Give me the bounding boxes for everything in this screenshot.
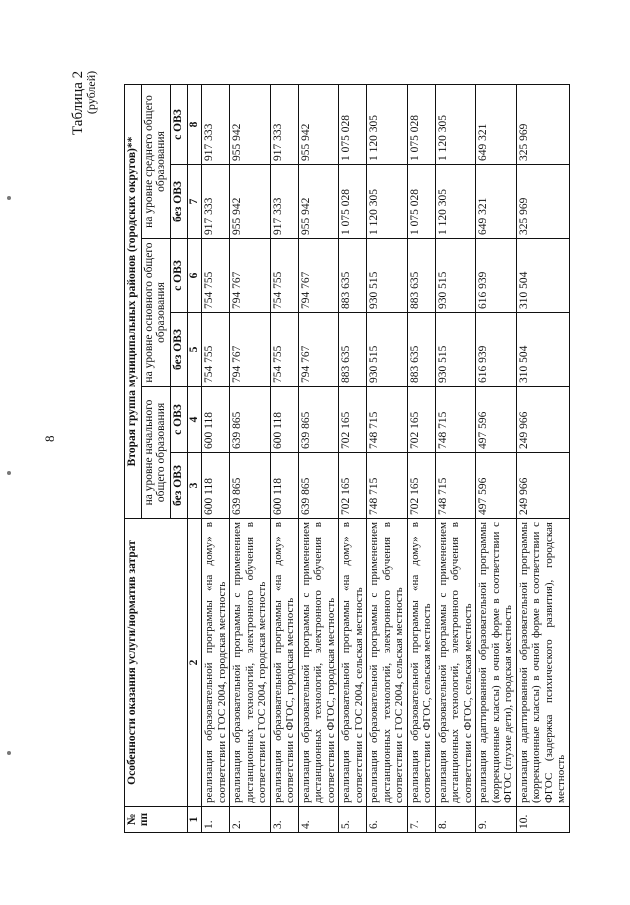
row-number: 1. — [202, 807, 230, 833]
row-number: 4. — [298, 807, 339, 833]
header-group: Вторая группа муниципальных районов (городских округов)** — [125, 84, 142, 518]
table-row — [435, 84, 476, 832]
cost-value: 649 321 — [476, 165, 517, 239]
cost-value: 639 865 — [230, 387, 271, 453]
row-description: реализация образовательной программы «на дому» в соответствии с ФГОС, городская местность — [270, 519, 298, 807]
row-number: 3. — [270, 807, 298, 833]
header-level-basic: на уровне основного общего образования — [142, 239, 171, 387]
column-index: 2 — [188, 519, 202, 807]
cost-value: 310 504 — [516, 239, 569, 313]
row-number: 5. — [339, 807, 367, 833]
row-description: реализация адаптированной образовательной программы (коррекционные классы) в очной форме в соответствии с ФГОС (глухие дети), городская местность — [476, 519, 517, 807]
column-index: 7 — [188, 165, 202, 239]
row-description: реализация образовательной программы с применением дистанционных технологий, электронного обучения в соответствии с ФГОС, городская местность — [298, 519, 339, 807]
cost-value: 600 118 — [270, 387, 298, 453]
cost-value: 748 715 — [367, 453, 408, 519]
cost-value: 497 596 — [476, 453, 517, 519]
table-row — [339, 84, 367, 832]
row-number: 10. — [516, 807, 569, 833]
cost-value: 955 942 — [230, 165, 271, 239]
cost-value: 917 333 — [202, 165, 230, 239]
cost-value: 955 942 — [298, 165, 339, 239]
cost-value: 794 767 — [298, 239, 339, 313]
table-caption-title: Таблица 2 — [70, 70, 86, 135]
table-row — [407, 84, 435, 832]
cost-value: 955 942 — [298, 84, 339, 164]
table-row — [202, 84, 230, 832]
header-sub: без ОВЗ — [171, 453, 188, 519]
cost-value: 748 715 — [367, 387, 408, 453]
cost-value: 1 120 305 — [367, 84, 408, 164]
row-description: реализация образовательной программы с применением дистанционных технологий, электронного обучения в соответствии с ГОС 2004, городская местность — [230, 519, 271, 807]
cost-value: 748 715 — [435, 453, 476, 519]
row-description: реализация образовательной программы с применением дистанционных технологий, электронного обучения в соответствии с ФГОС, сельская местность — [435, 519, 476, 807]
column-index: 1 — [188, 807, 202, 833]
header-no: № пп — [125, 807, 188, 833]
cost-value: 1 120 305 — [367, 165, 408, 239]
cost-value: 930 515 — [367, 239, 408, 313]
cost-value: 754 755 — [202, 239, 230, 313]
cost-value: 917 333 — [270, 84, 298, 164]
cost-value: 930 515 — [367, 313, 408, 387]
cost-value: 748 715 — [435, 387, 476, 453]
row-number: 6. — [367, 807, 408, 833]
cost-value: 600 118 — [202, 453, 230, 519]
row-number: 8. — [435, 807, 476, 833]
header-sub: с ОВЗ — [171, 387, 188, 453]
cost-value: 955 942 — [230, 84, 271, 164]
page-number: 8 — [42, 435, 57, 442]
header-level-primary: на уровне начального общего образования — [142, 387, 171, 519]
row-number: 2. — [230, 807, 271, 833]
cost-value: 616 939 — [476, 239, 517, 313]
header-sub: без ОВЗ — [171, 165, 188, 239]
header-sub: с ОВЗ — [171, 84, 188, 164]
cost-value: 1 120 305 — [435, 165, 476, 239]
table-row — [367, 84, 408, 832]
cost-value: 639 865 — [298, 387, 339, 453]
column-index: 4 — [188, 387, 202, 453]
row-description: реализация образовательной программы «на дому» в соответствии с ФГОС, сельская местность — [407, 519, 435, 807]
cost-value: 325 969 — [516, 84, 569, 164]
table-row — [476, 84, 517, 832]
cost-value: 1 075 028 — [407, 84, 435, 164]
cost-value: 794 767 — [230, 239, 271, 313]
table-row — [298, 84, 339, 832]
column-index: 6 — [188, 239, 202, 313]
row-description: реализация образовательной программы «на дому» в соответствии с ГОС 2004, сельская местность — [339, 519, 367, 807]
cost-value: 616 939 — [476, 313, 517, 387]
cost-value: 497 596 — [476, 387, 517, 453]
cost-value: 600 118 — [202, 387, 230, 453]
cost-value: 1 075 028 — [339, 84, 367, 164]
table-caption-unit: (рублей) — [84, 70, 98, 115]
cost-value: 310 504 — [516, 313, 569, 387]
column-index: 8 — [188, 84, 202, 164]
cost-value: 1 075 028 — [339, 165, 367, 239]
table-row — [230, 84, 271, 832]
row-description: реализация образовательной программы с применением дистанционных технологий, электронного обучения в соответствии с ГОС 2004, сельская местность — [367, 519, 408, 807]
cost-value: 1 120 305 — [435, 84, 476, 164]
row-number: 9. — [476, 807, 517, 833]
cost-value: 702 165 — [339, 453, 367, 519]
cost-value: 883 635 — [339, 239, 367, 313]
cost-value: 702 165 — [339, 387, 367, 453]
cost-value: 754 755 — [202, 313, 230, 387]
cost-value: 930 515 — [435, 239, 476, 313]
cost-value: 883 635 — [407, 239, 435, 313]
column-index: 3 — [188, 453, 202, 519]
cost-value: 639 865 — [298, 453, 339, 519]
cost-value: 649 321 — [476, 84, 517, 164]
cost-value: 702 165 — [407, 453, 435, 519]
cost-value: 702 165 — [407, 387, 435, 453]
cost-value: 600 118 — [270, 453, 298, 519]
column-index: 5 — [188, 313, 202, 387]
cost-value: 639 865 — [230, 453, 271, 519]
cost-value: 917 333 — [202, 84, 230, 164]
cost-value: 883 635 — [339, 313, 367, 387]
cost-value: 754 755 — [270, 239, 298, 313]
cost-value: 794 767 — [298, 313, 339, 387]
table-caption — [72, 71, 98, 135]
cost-norm-table — [124, 84, 570, 833]
cost-value: 325 969 — [516, 165, 569, 239]
cost-value: 930 515 — [435, 313, 476, 387]
cost-value: 1 075 028 — [407, 165, 435, 239]
table-row — [270, 84, 298, 832]
cost-value: 883 635 — [407, 313, 435, 387]
cost-value: 249 966 — [516, 453, 569, 519]
row-description: реализация адаптированной образовательной программы (коррекционные классы) в очной форме в соответствии с ФГОС (задержка психического развития), городская местность — [516, 519, 569, 807]
header-sub: без ОВЗ — [171, 313, 188, 387]
row-description: реализация образовательной программы «на дому» в соответствии с ГОС 2004, городская местность — [202, 519, 230, 807]
cost-value: 249 966 — [516, 387, 569, 453]
table-row — [516, 84, 569, 832]
cost-value: 917 333 — [270, 165, 298, 239]
cost-value: 794 767 — [230, 313, 271, 387]
header-sub: с ОВЗ — [171, 239, 188, 313]
header-description: Особенности оказания услуги/норматив затрат — [125, 519, 188, 807]
cost-value: 754 755 — [270, 313, 298, 387]
row-number: 7. — [407, 807, 435, 833]
header-level-secondary: на уровне среднего общего образования — [142, 84, 171, 238]
